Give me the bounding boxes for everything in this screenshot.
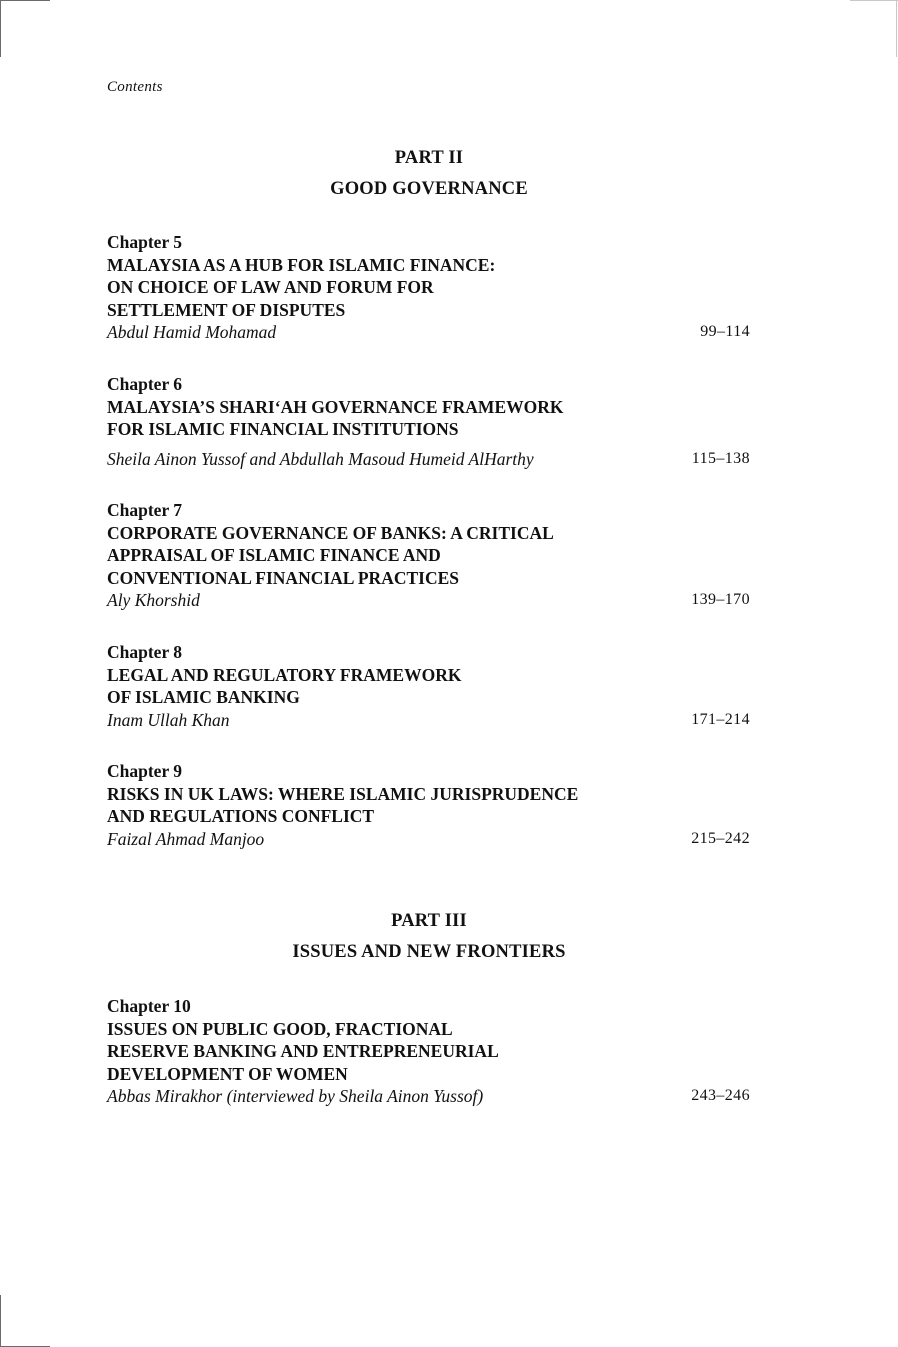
running-head: Contents <box>107 79 163 95</box>
toc-entry-chapter-8[interactable] <box>107 641 750 731</box>
page-range: 215–242 <box>691 829 750 847</box>
author-row <box>107 1085 750 1108</box>
toc-entry-chapter-5[interactable] <box>107 231 750 344</box>
part-title: ISSUES AND NEW FRONTIERS <box>292 942 566 962</box>
chapter-title <box>107 1018 750 1086</box>
chapter-label: Chapter 10 <box>107 996 191 1016</box>
crop-mark-top-right-v <box>896 0 897 57</box>
chapter-author: Abbas Mirakhor (interviewed by Sheila Ainon Yussof) <box>107 1086 484 1106</box>
page-range: 99–114 <box>700 323 750 340</box>
chapter-title-line: RESERVE BANKING AND ENTREPRENEURIAL <box>107 1041 499 1061</box>
chapter-title <box>107 783 750 828</box>
page-range: 243–246 <box>691 1087 750 1104</box>
chapter-title <box>107 396 750 441</box>
crop-mark-bottom-left-v <box>0 1295 1 1347</box>
toc-entry-chapter-7[interactable] <box>107 499 750 612</box>
chapter-title <box>107 254 750 322</box>
page-range: 139–170 <box>691 591 750 608</box>
page-range: 115–138 <box>691 449 750 467</box>
chapter-title <box>107 522 750 590</box>
chapter-author: Abdul Hamid Mohamad <box>107 322 277 342</box>
chapter-title-line: SETTLEMENT OF DISPUTES <box>107 299 346 320</box>
chapter-title-line: ISSUES ON PUBLIC GOOD, FRACTIONAL <box>107 1018 453 1039</box>
chapter-author: Faizal Ahmad Manjoo <box>107 828 265 849</box>
chapter-title-line: CORPORATE GOVERNANCE OF BANKS: A CRITICAL <box>107 522 554 543</box>
author-row <box>107 321 750 344</box>
chapter-title <box>107 664 750 709</box>
chapter-label: Chapter 9 <box>107 761 183 781</box>
crop-mark-top-left-v <box>0 0 1 57</box>
chapter-title-line: DEVELOPMENT OF WOMEN <box>107 1063 348 1084</box>
part-title: GOOD GOVERNANCE <box>330 179 528 199</box>
chapter-title-line: AND REGULATIONS CONFLICT <box>107 806 375 826</box>
page-range: 171–214 <box>691 710 750 728</box>
part-heading <box>0 910 858 963</box>
chapter-title-line: APPRAISAL OF ISLAMIC FINANCE AND <box>107 545 441 565</box>
chapter-title-line: MALAYSIA AS A HUB FOR ISLAMIC FINANCE: <box>107 254 496 275</box>
author-row <box>107 448 750 471</box>
author-row <box>107 589 750 612</box>
crop-mark-top-left-h <box>0 0 50 1</box>
author-row <box>107 828 750 851</box>
chapter-label: Chapter 8 <box>107 642 183 662</box>
toc-entry-chapter-6[interactable] <box>107 373 750 470</box>
part-number: PART II <box>394 148 464 168</box>
chapter-label: Chapter 7 <box>107 500 183 520</box>
chapter-title-line: MALAYSIA’S SHARI‘AH GOVERNANCE FRAMEWORK <box>107 396 564 417</box>
chapter-title-line: FOR ISLAMIC FINANCIAL INSTITUTIONS <box>107 419 459 439</box>
chapter-title-line: LEGAL AND REGULATORY FRAMEWORK <box>107 664 462 685</box>
chapter-author: Sheila Ainon Yussof and Abdullah Masoud Humeid AlHarthy <box>107 448 534 469</box>
chapter-title-line: ON CHOICE OF LAW AND FORUM FOR <box>107 277 434 297</box>
chapter-title-line: OF ISLAMIC BANKING <box>107 687 300 707</box>
chapter-title-line: RISKS IN UK LAWS: WHERE ISLAMIC JURISPRUDENCE <box>107 783 579 804</box>
chapter-title-line: CONVENTIONAL FINANCIAL PRACTICES <box>107 567 459 588</box>
chapter-label: Chapter 5 <box>107 232 183 252</box>
chapter-author: Inam Ullah Khan <box>107 709 230 730</box>
toc-entry-chapter-9[interactable] <box>107 760 750 850</box>
part-heading <box>0 147 858 200</box>
part-number: PART III <box>391 911 467 931</box>
toc-entry-chapter-10[interactable] <box>107 995 750 1108</box>
chapter-author: Aly Khorshid <box>107 590 200 610</box>
chapter-label: Chapter 6 <box>107 374 183 394</box>
author-row <box>107 709 750 732</box>
crop-mark-top-right-h <box>850 0 898 1</box>
